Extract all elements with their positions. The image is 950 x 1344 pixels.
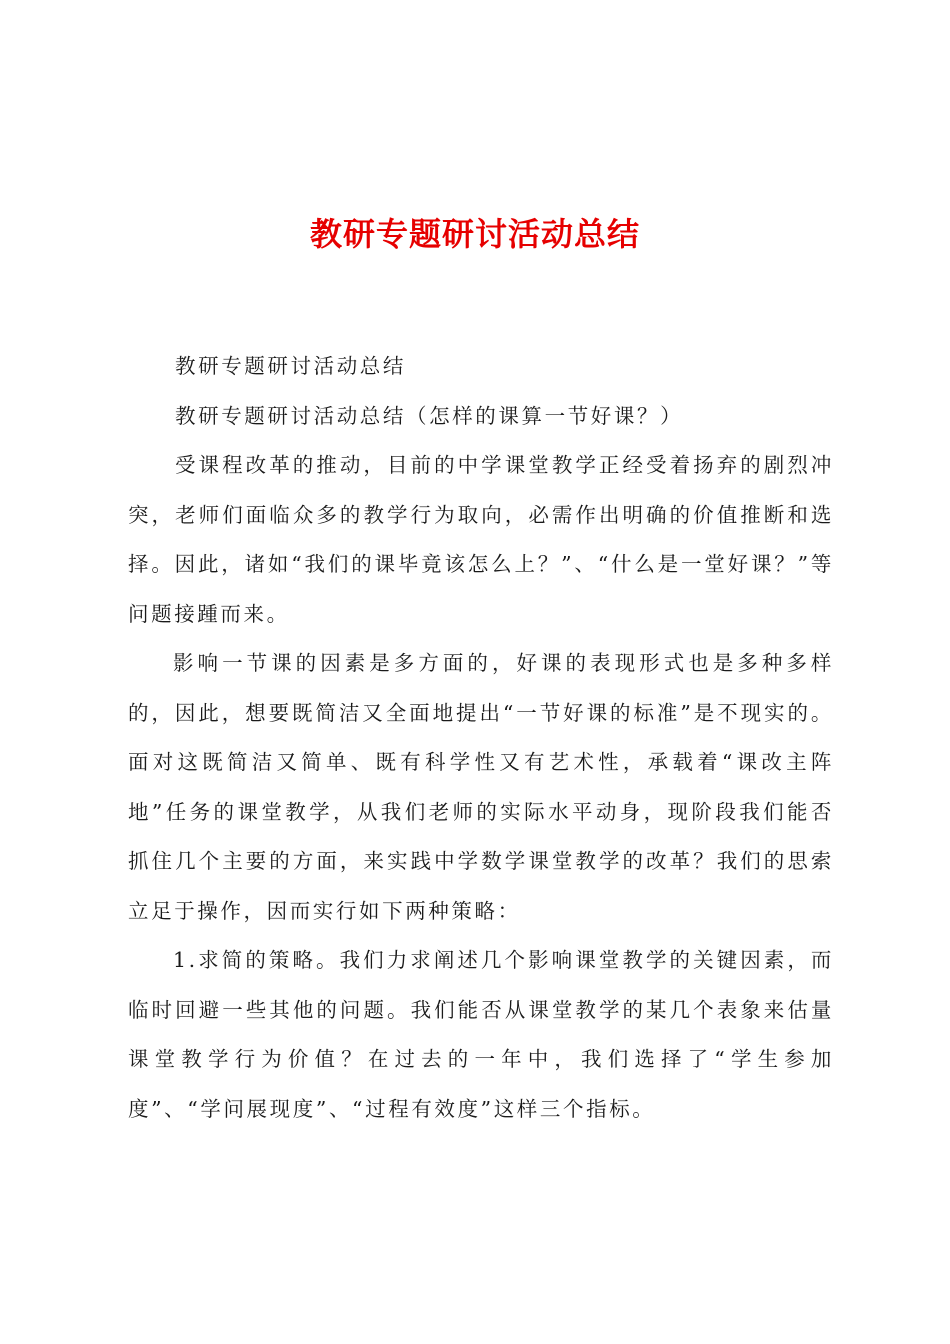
paragraph-heading: 教研专题研讨活动总结 [175,354,406,378]
document-title: 教研专题研讨活动总结 [309,215,640,253]
paragraph-strategy-1: 1.求简的策略。我们力求阐述几个影响课堂教学的关键因素，而临时回避一些其他的问题。我们能否从课堂教学的某几个表象来估量课堂教学行为价值？在过去的一年中，我们选择了“学生参加度”、“学问展现度”、“过程有效度”这样三个指标。 [128,948,834,1121]
paragraph-intro: 受课程改革的推动，目前的中学课堂教学正经受着扬弃的剧烈冲突，老师们面临众多的教学行为取向，必需作出明确的价值推断和选择。因此，诸如“我们的课毕竟该怎么上？”、“什么是一堂好课？”等问题接踵而来。 [128,453,834,626]
paragraph-factors: 影响一节课的因素是多方面的，好课的表现形式也是多种多样的，因此，想要既简洁又全面地提出“一节好课的标准”是不现实的。面对这既简洁又简单、既有科学性又有艺术性，承载着“课改主阵地”任务的课堂教学，从我们老师的实际水平动身，现阶段我们能否抓住几个主要的方面，来实践中学数学课堂教学的改革？我们的思索立足于操作，因而实行如下两种策略： [128,651,834,923]
document-body [128,342,834,1134]
paragraph-subheading: 教研专题研讨活动总结（怎样的课算一节好课？） [175,403,684,428]
